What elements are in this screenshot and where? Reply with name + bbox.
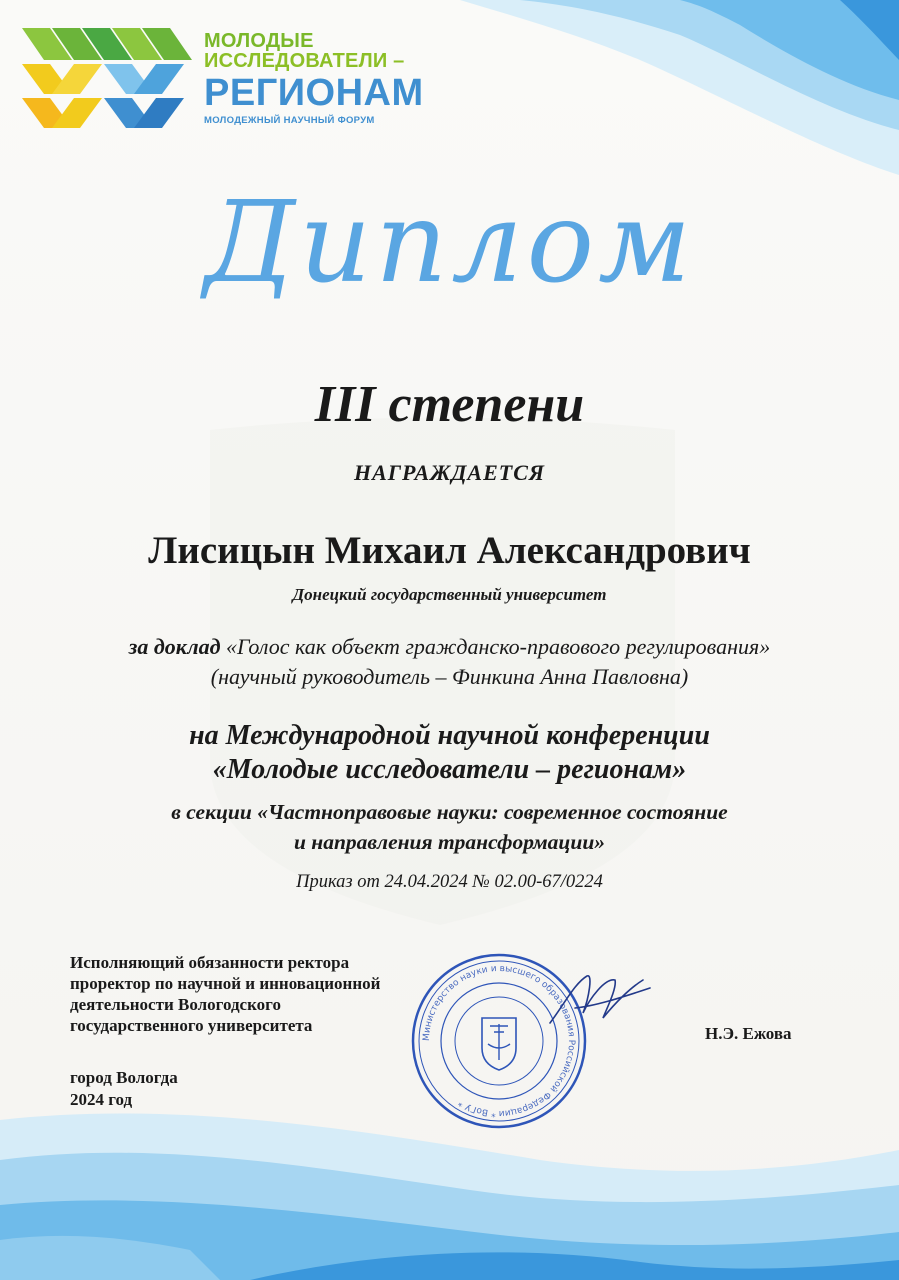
logo-text-line1: МОЛОДЫЕ [204, 30, 314, 52]
awarded-label: НАГРАЖДАЕТСЯ [353, 460, 546, 485]
logo-text-line2: ИССЛЕДОВАТЕЛИ – [204, 50, 405, 72]
city-line: город Вологда [70, 1068, 178, 1087]
logo-subtitle: МОЛОДЕЖНЫЙ НАУЧНЫЙ ФОРУМ [204, 115, 375, 126]
signer-name: Н.Э. Ежова [705, 1024, 792, 1043]
section-line1: в секции «Частноправовые науки: современное состояние [171, 800, 728, 824]
report-title: «Голос как объект гражданско-правового регулирования» [226, 634, 771, 659]
diploma-title: Диплом [204, 178, 695, 308]
signer-position-line2: проректор по научной и инновационной [70, 974, 381, 993]
handwritten-signature-icon [545, 968, 655, 1038]
order-line: Приказ от 24.04.2024 № 02.00-67/0224 [296, 872, 603, 892]
year-line: 2024 год [70, 1090, 133, 1109]
stamp-text: Министерство науки и высшего образования Российской Федерации * ВоГУ * [421, 963, 577, 1119]
supervisor-line: (научный руководитель – Финкина Анна Павловна) [210, 664, 689, 689]
degree-heading: III степени [314, 376, 585, 433]
forum-logo-icon [22, 28, 192, 128]
section-line2: и направления трансформации» [293, 830, 606, 854]
report-prefix: за доклад [128, 634, 221, 659]
conference-line2: «Молодые исследователи – регионам» [212, 754, 687, 785]
conference-line1: на Международной научной конференции [189, 720, 710, 751]
signer-position-line4: государственного университета [70, 1016, 313, 1035]
signer-position-line1: Исполняющий обязанности ректора [70, 953, 350, 972]
recipient-university: Донецкий государственный университет [292, 585, 607, 604]
signer-position-line3: деятельности Вологодского [70, 995, 281, 1014]
report-line [0, 634, 899, 660]
recipient-name: Лисицын Михаил Александрович [148, 529, 751, 572]
logo-text-line3: РЕГИОНАМ [204, 72, 424, 114]
